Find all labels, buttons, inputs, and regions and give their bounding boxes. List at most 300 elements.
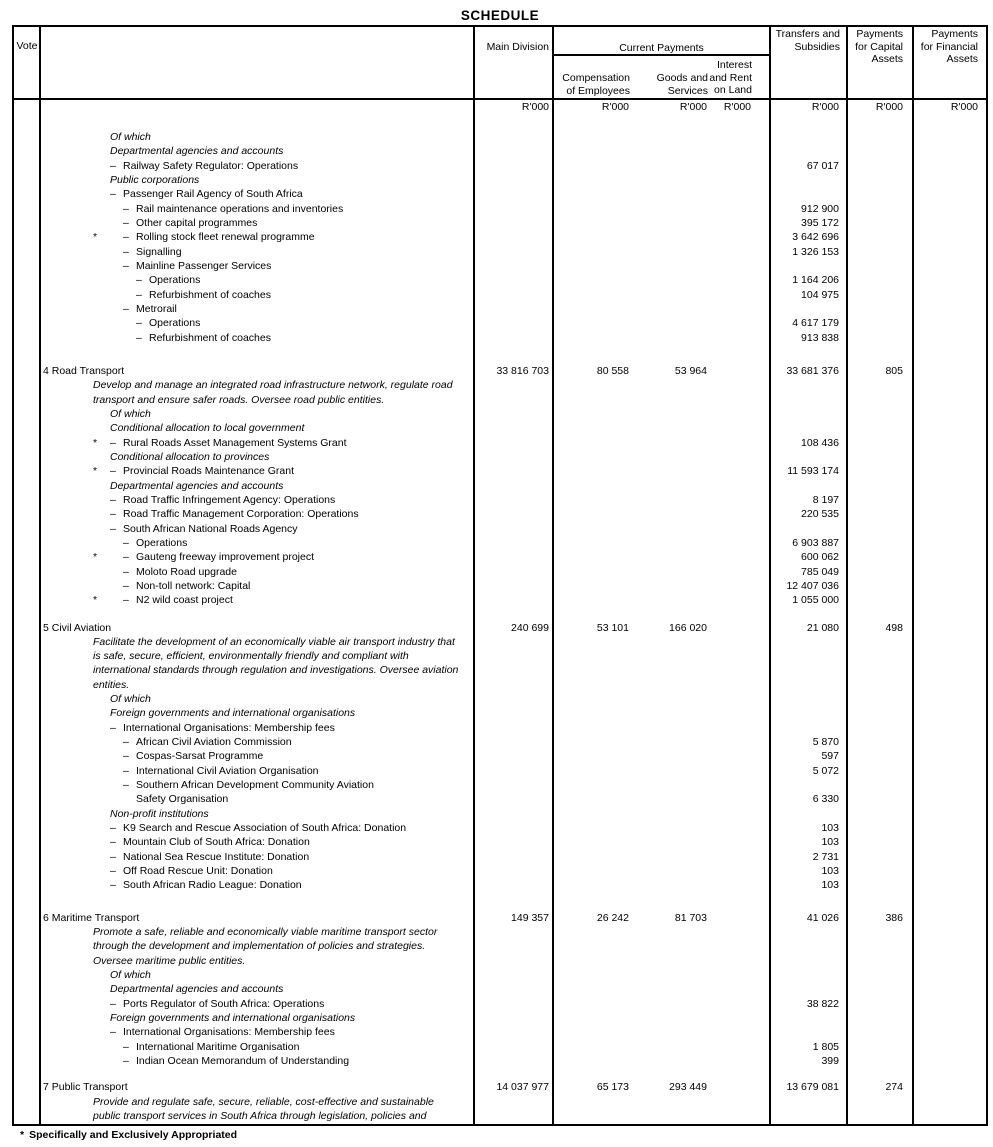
cell-description (40, 821, 474, 835)
cell-main-division (474, 968, 553, 982)
header-vote: Vote (16, 40, 38, 52)
table-row (14, 649, 986, 663)
column-divider-transfers (846, 27, 848, 1124)
description-text: Ports Regulator of South Africa: Operations (123, 997, 325, 1010)
cell-capital (847, 1109, 913, 1123)
cell-gap (752, 1011, 770, 1025)
cell-goods-services (630, 187, 708, 201)
cell-compensation (553, 692, 630, 706)
cell-interest-rent (708, 663, 752, 677)
cell-transfers: 13 679 081 (786, 1081, 839, 1094)
cell-main-division (474, 216, 553, 230)
cell-main-division (474, 1025, 553, 1039)
row-spacer (14, 608, 986, 621)
cell-interest-rent (708, 778, 752, 792)
column-divider-current-payments (769, 27, 771, 1124)
cell-transfers: 912 900 (801, 202, 839, 215)
column-divider-capital (912, 27, 914, 1124)
description-text: Mainline Passenger Services (136, 259, 272, 272)
cell-interest-rent (708, 331, 752, 345)
cell-compensation (553, 925, 630, 939)
table-row (14, 878, 986, 892)
description-text: Gauteng freeway improvement project (136, 551, 315, 564)
cell-transfers (770, 663, 847, 677)
cell-description (40, 450, 474, 464)
table-row (14, 792, 986, 806)
description-text: South African National Roads Agency (123, 522, 298, 535)
cell-main-division (474, 850, 553, 864)
cell-goods-services: 81 703 (674, 911, 707, 924)
cell-transfers: 33 681 376 (786, 364, 839, 377)
cell-capital (847, 835, 913, 849)
table-row (14, 864, 986, 878)
dash-bullet: – (123, 1040, 129, 1053)
cell-description (40, 316, 474, 330)
cell-compensation (553, 997, 630, 1011)
cell-goods-services (630, 536, 708, 550)
cell-transfers: 38 822 (806, 997, 839, 1010)
cell-interest-rent (708, 202, 752, 216)
cell-main-division (474, 479, 553, 493)
description-text: Conditional allocation to provinces (110, 450, 270, 463)
cell-interest-rent (708, 493, 752, 507)
dash-bullet: – (123, 594, 129, 607)
cell-gap (752, 821, 770, 835)
cell-compensation (553, 450, 630, 464)
table-row (14, 968, 986, 982)
cell-gap (752, 273, 770, 287)
cell-gap (752, 331, 770, 345)
cell-description (40, 288, 474, 302)
cell-compensation (553, 565, 630, 579)
table-row (14, 593, 986, 607)
cell-transfers (770, 778, 847, 792)
cell-main-division (474, 635, 553, 649)
cell-compensation (553, 144, 630, 158)
cell-financial (913, 1109, 986, 1123)
cell-capital (847, 954, 913, 968)
dash-bullet: – (110, 522, 116, 535)
cell-interest-rent (708, 464, 752, 478)
cell-financial (913, 911, 986, 925)
cell-vote (14, 507, 40, 521)
cell-compensation (553, 579, 630, 593)
cell-main-division (474, 649, 553, 663)
cell-transfers (770, 378, 847, 392)
cell-gap (752, 864, 770, 878)
cell-gap (752, 565, 770, 579)
cell-compensation (553, 493, 630, 507)
cell-description (40, 706, 474, 720)
description-text: Non-profit institutions (110, 807, 209, 820)
cell-main-division (474, 954, 553, 968)
cell-main-division (474, 1054, 553, 1068)
cell-transfers: 1 326 153 (792, 245, 839, 258)
cell-goods-services (630, 507, 708, 521)
table-row (14, 954, 986, 968)
cell-capital (847, 393, 913, 407)
cell-vote (14, 925, 40, 939)
cell-transfers: 21 080 (806, 621, 839, 634)
cell-goods-services (630, 550, 708, 564)
cell-financial (913, 939, 986, 953)
cell-interest-rent (708, 1095, 752, 1109)
cell-interest-rent (708, 393, 752, 407)
cell-compensation: 65 173 (596, 1081, 629, 1094)
cell-capital (847, 649, 913, 663)
description-text: public transport services in South Africa through legislation, policies and (93, 1110, 427, 1122)
cell-financial (913, 749, 986, 763)
cell-gap (752, 1123, 770, 1126)
cell-description (40, 982, 474, 996)
cell-financial (913, 621, 986, 635)
cell-vote (14, 593, 40, 607)
cell-compensation (553, 649, 630, 663)
cell-goods-services (630, 968, 708, 982)
cell-interest-rent (708, 721, 752, 735)
cell-transfers: 103 (821, 865, 839, 878)
cell-gap (752, 635, 770, 649)
column-divider-main-division (552, 27, 554, 1124)
description-text: Moloto Road upgrade (136, 565, 237, 578)
cell-description (40, 464, 474, 478)
cell-description (40, 130, 474, 144)
cell-vote (14, 378, 40, 392)
cell-vote (14, 259, 40, 273)
cell-goods-services (630, 1011, 708, 1025)
cell-capital (847, 507, 913, 521)
cell-goods-services (630, 273, 708, 287)
cell-capital (847, 1040, 913, 1054)
cell-transfers (770, 173, 847, 187)
cell-interest-rent (708, 954, 752, 968)
dash-bullet: – (110, 850, 116, 863)
cell-capital (847, 331, 913, 345)
cell-transfers (770, 939, 847, 953)
cell-transfers: 41 026 (806, 911, 839, 924)
cell-gap (752, 1095, 770, 1109)
cell-interest-rent (708, 421, 752, 435)
cell-vote (14, 735, 40, 749)
cell-main-division (474, 407, 553, 421)
cell-interest-rent (708, 288, 752, 302)
cell-gap (752, 764, 770, 778)
description-text: is safe, secure, efficient, environmentally friendly and compliant with (93, 650, 409, 663)
cell-description (40, 216, 474, 230)
footnote-label: Specifically and Exclusively Appropriated (29, 1129, 238, 1141)
cell-capital (847, 850, 913, 864)
cell-description (40, 421, 474, 435)
cell-description (40, 649, 474, 663)
cell-gap (752, 692, 770, 706)
cell-vote (14, 850, 40, 864)
cell-gap (752, 939, 770, 953)
cell-interest-rent (708, 635, 752, 649)
cell-main-division (474, 1095, 553, 1109)
cell-capital (847, 288, 913, 302)
table-row (14, 692, 986, 706)
cell-gap (752, 216, 770, 230)
cell-goods-services (630, 649, 708, 663)
cell-main-division (474, 1123, 553, 1126)
cell-financial (913, 864, 986, 878)
cell-transfers: 1 055 000 (792, 594, 839, 607)
header-transfers-subsidies: Transfers and Subsidies (775, 28, 840, 53)
appropriation-asterisk: * (93, 436, 98, 449)
cell-compensation (553, 173, 630, 187)
cell-compensation (553, 968, 630, 982)
cell-interest-rent (708, 911, 752, 925)
description-text: Rail maintenance operations and inventories (136, 202, 344, 215)
cell-transfers (770, 954, 847, 968)
cell-interest-rent (708, 316, 752, 330)
cell-interest-rent (708, 593, 752, 607)
table-row (14, 721, 986, 735)
dash-bullet: – (136, 274, 142, 287)
cell-main-division (474, 187, 553, 201)
cell-description (40, 187, 474, 201)
dash-bullet: – (123, 764, 129, 777)
cell-capital (847, 821, 913, 835)
cell-compensation (553, 1040, 630, 1054)
cell-vote (14, 202, 40, 216)
table-row (14, 579, 986, 593)
cell-gap (752, 835, 770, 849)
cell-main-division (474, 878, 553, 892)
cell-transfers (770, 706, 847, 720)
cell-transfers (770, 635, 847, 649)
unit-transfers: R'000 (811, 101, 839, 113)
cell-transfers (770, 130, 847, 144)
cell-gap (752, 997, 770, 1011)
table-row (14, 663, 986, 677)
cell-compensation (553, 807, 630, 821)
cell-transfers: 1 164 206 (792, 274, 839, 287)
cell-gap (752, 100, 770, 115)
description-text: through the development and implementation of policies and strategies. (93, 940, 426, 953)
dash-bullet: – (110, 836, 116, 849)
dash-bullet: – (123, 750, 129, 763)
cell-capital (847, 259, 913, 273)
cell-financial (913, 649, 986, 663)
cell-vote (14, 421, 40, 435)
cell-goods-services (630, 159, 708, 173)
table-row (14, 407, 986, 421)
cell-goods-services (630, 288, 708, 302)
cell-vote (14, 1095, 40, 1109)
cell-goods-services (630, 493, 708, 507)
cell-compensation (553, 850, 630, 864)
cell-capital (847, 130, 913, 144)
cell-compensation (553, 393, 630, 407)
cell-financial (913, 407, 986, 421)
dash-bullet: – (123, 216, 129, 229)
cell-compensation (553, 522, 630, 536)
cell-gap (752, 130, 770, 144)
cell-main-division (474, 864, 553, 878)
cell-interest-rent (708, 878, 752, 892)
table-row (14, 159, 986, 173)
cell-goods-services (630, 1025, 708, 1039)
table-row (14, 982, 986, 996)
cell-goods-services (630, 259, 708, 273)
cell-vote (14, 316, 40, 330)
cell-main-division (474, 159, 553, 173)
cell-gap (752, 316, 770, 330)
dash-bullet: – (136, 317, 142, 330)
cell-vote (14, 536, 40, 550)
description-text: Public corporations (110, 173, 200, 186)
unit-goods-services: R'000 (679, 101, 707, 113)
table-row (14, 421, 986, 435)
row-spacer (14, 345, 986, 364)
dash-bullet: – (123, 565, 129, 578)
cell-compensation (553, 1011, 630, 1025)
cell-goods-services (630, 593, 708, 607)
cell-financial (913, 982, 986, 996)
cell-main-division (474, 593, 553, 607)
cell-interest-rent (708, 378, 752, 392)
table-row (14, 850, 986, 864)
cell-description (40, 364, 474, 378)
cell-transfers (770, 968, 847, 982)
cell-capital (847, 706, 913, 720)
table-row (14, 273, 986, 287)
cell-main-division (474, 288, 553, 302)
cell-vote (14, 302, 40, 316)
description-text: Refurbishment of coaches (149, 331, 271, 344)
cell-financial (913, 288, 986, 302)
cell-description (40, 692, 474, 706)
cell-compensation (553, 982, 630, 996)
cell-interest-rent (708, 187, 752, 201)
table-row (14, 1109, 986, 1123)
cell-compensation (553, 550, 630, 564)
cell-vote (14, 1011, 40, 1025)
description-text: Refurbishment of coaches (149, 288, 271, 301)
cell-financial (913, 997, 986, 1011)
cell-vote (14, 764, 40, 778)
cell-capital (847, 939, 913, 953)
dash-bullet: – (123, 202, 129, 215)
cell-gap (752, 536, 770, 550)
table-row (14, 807, 986, 821)
cell-goods-services (630, 522, 708, 536)
cell-financial (913, 1011, 986, 1025)
cell-gap (752, 230, 770, 244)
cell-capital (847, 807, 913, 821)
cell-transfers: 104 975 (801, 288, 839, 301)
cell-compensation (553, 939, 630, 953)
cell-goods-services (630, 216, 708, 230)
table-row (14, 302, 986, 316)
cell-main-division (474, 550, 553, 564)
description-text: Road Traffic Infringement Agency: Operations (123, 493, 336, 506)
cell-compensation (553, 187, 630, 201)
cell-vote (14, 621, 40, 635)
cell-compensation (553, 678, 630, 692)
description-text: Develop and manage an integrated road infrastructure network, regulate road (93, 379, 453, 392)
cell-capital (847, 1095, 913, 1109)
cell-capital (847, 230, 913, 244)
cell-gap (752, 721, 770, 735)
cell-vote (14, 721, 40, 735)
cell-goods-services (630, 421, 708, 435)
cell-gap (752, 1109, 770, 1123)
cell-goods-services (630, 706, 708, 720)
cell-interest-rent (708, 1040, 752, 1054)
cell-gap (752, 982, 770, 996)
cell-financial (913, 721, 986, 735)
cell-vote (14, 749, 40, 763)
description-text: Safety Organisation (136, 793, 229, 806)
table-row (14, 621, 986, 635)
cell-capital (847, 864, 913, 878)
description-text: Of which (110, 693, 151, 706)
cell-compensation (553, 536, 630, 550)
cell-goods-services (630, 230, 708, 244)
description-text: Rural Roads Asset Management Systems Grant (123, 436, 347, 449)
cell-main-division (474, 245, 553, 259)
table-row (14, 230, 986, 244)
cell-capital (847, 159, 913, 173)
cell-vote (14, 100, 40, 115)
cell-compensation (553, 507, 630, 521)
cell-interest-rent (708, 925, 752, 939)
cell-goods-services (630, 807, 708, 821)
description-text: K9 Search and Rescue Association of South Africa: Donation (123, 822, 407, 835)
cell-description (40, 835, 474, 849)
cell-compensation (553, 764, 630, 778)
cell-interest-rent (708, 807, 752, 821)
cell-capital (847, 302, 913, 316)
cell-vote (14, 364, 40, 378)
dash-bullet: – (110, 188, 116, 201)
cell-capital (847, 407, 913, 421)
cell-gap (752, 450, 770, 464)
cell-vote (14, 245, 40, 259)
cell-description (40, 522, 474, 536)
cell-transfers (770, 721, 847, 735)
cell-main-division (474, 522, 553, 536)
table-row (14, 911, 986, 925)
cell-gap (752, 1080, 770, 1094)
dash-bullet: – (110, 508, 116, 521)
cell-transfers: 399 (821, 1055, 839, 1068)
dash-bullet: – (110, 436, 116, 449)
cell-financial (913, 835, 986, 849)
cell-capital (847, 522, 913, 536)
cell-compensation (553, 635, 630, 649)
cell-financial (913, 173, 986, 187)
cell-vote (14, 450, 40, 464)
cell-capital (847, 1025, 913, 1039)
description-text: Of which (110, 131, 151, 143)
cell-interest-rent (708, 130, 752, 144)
cell-interest-rent (708, 1054, 752, 1068)
cell-vote (14, 579, 40, 593)
description-text: International Maritime Organisation (136, 1040, 300, 1053)
description-text: Provide and regulate safe, secure, reliable, cost-effective and sustainable (93, 1095, 434, 1108)
cell-description (40, 735, 474, 749)
description-text: 5 Civil Aviation (43, 621, 112, 634)
description-text: Departmental agencies and accounts (110, 983, 284, 996)
cell-financial (913, 302, 986, 316)
cell-main-division (474, 565, 553, 579)
cell-interest-rent (708, 835, 752, 849)
cell-main-division (474, 421, 553, 435)
cell-goods-services (630, 316, 708, 330)
